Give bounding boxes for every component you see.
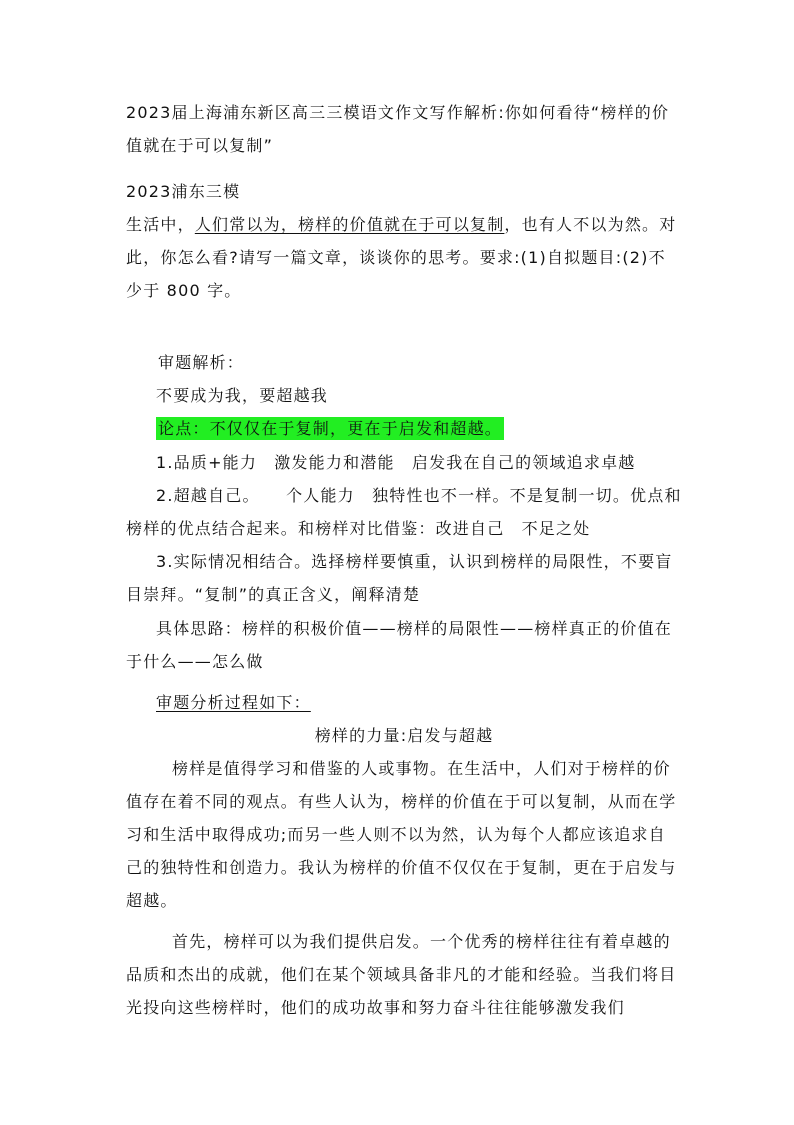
approach-line: 具体思路：榜样的积极价值——榜样的局限性——榜样真正的价值在于什么——怎么做 xyxy=(126,619,673,671)
analysis-heading: 审题解析： xyxy=(158,353,245,372)
essay-prompt xyxy=(126,208,682,307)
document-title: 2023届上海浦东新区高三三模语文作文写作解析:你如何看待“榜样的价值就在于可以复制” xyxy=(126,103,670,155)
prompt-underlined: 人们常以为，榜样的价值就在于可以复制 xyxy=(194,215,505,234)
prompt-pre: 生活中， xyxy=(126,215,195,234)
document-subtitle: 2023浦东三模 xyxy=(126,182,241,201)
thesis-highlight: 论点：不仅仅在于复制，更在于启发和超越。 xyxy=(158,419,503,438)
thesis-line xyxy=(156,412,678,445)
point-2: 2.超越自己。 个人能力 独特性也不一样。不是复制一切。优点和榜样的优点结合起来。和榜样对比借鉴：改进自己 不足之处 xyxy=(126,486,682,538)
prompt-post: ，也有人不以为然。对此，你怎么看?请写一篇文章，谈谈你的思考。要求:(1)自拟题目:(2)不少于 800 字。 xyxy=(126,215,677,300)
point-3: 3.实际情况相结合。选择榜样要慎重，认识到榜样的局限性，不要盲目崇拜。“复制”的真正含义，阐释清楚 xyxy=(126,552,673,604)
process-heading: 审题分析过程如下： xyxy=(156,693,311,712)
essay-title: 榜样的力量:启发与超越 xyxy=(314,726,494,745)
essay-paragraph-1: 榜样是值得学习和借鉴的人或事物。在生活中，人们对于榜样的价值存在着不同的观点。有些人认为，榜样的价值在于可以复制，从而在学习和生活中取得成功;而另一些人则不以为然，认为每个人都应该追求自己的独特性和创造力。我认为榜样的价值不仅仅在于复制，更在于启发与超越。 xyxy=(126,759,677,910)
point-1: 1.品质+能力 激发能力和潜能 启发我在自己的领域追求卓越 xyxy=(156,453,636,472)
analysis-title: 不要成为我，要超越我 xyxy=(156,386,329,405)
essay-paragraph-2: 首先，榜样可以为我们提供启发。一个优秀的榜样往往有着卓越的品质和杰出的成就，他们在某个领域具备非凡的才能和经验。当我们将目光投向这些榜样时，他们的成功故事和努力奋斗往往能够激发我们 xyxy=(126,932,677,1017)
